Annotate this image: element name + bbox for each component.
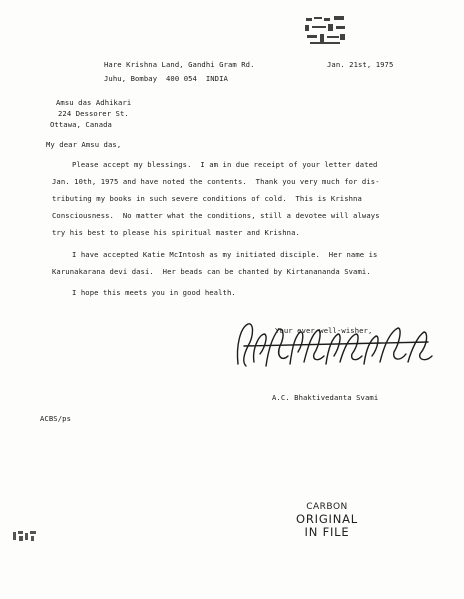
letter-date: Jan. 21st, 1975	[327, 60, 394, 69]
body-line: Karunakarana devi dasi. Her beads can be chanted by Kirtanananda Svami.	[52, 267, 371, 276]
stamp-line-original: ORIGINAL	[295, 512, 358, 526]
carbon-original-stamp	[282, 502, 372, 539]
stamp-line-carbon: CARBON	[306, 502, 348, 512]
closing: Your ever well-wisher,	[275, 326, 373, 335]
recipient-street: 224 Dessorer St.	[58, 109, 129, 118]
sender-address-line2: Juhu, Bombay 400 054 INDIA	[104, 74, 228, 83]
signer-name: A.C. Bhaktivedanta Svami	[272, 393, 379, 402]
stamp-line-in-file: IN FILE	[304, 525, 350, 539]
body-line: I have accepted Katie McIntosh as my initiated disciple. Her name is	[72, 250, 378, 259]
reference-initials: ACBS/ps	[40, 414, 71, 423]
body-line: Consciousness. No matter what the conditions, still a devotee will always	[52, 211, 380, 220]
salutation: My dear Amsu das,	[46, 140, 122, 149]
recipient-name: Amsu das Adhikari	[56, 98, 132, 107]
recipient-city: Ottawa, Canada	[50, 120, 112, 129]
body-line: try his best to please his spiritual master and Krishna.	[52, 228, 300, 237]
handwritten-signature	[232, 316, 437, 374]
body-line: tributing my books in such severe conditions of cold. This is Krishna	[52, 194, 362, 203]
top-stamp-mark	[304, 14, 348, 48]
body-line: Please accept my blessings. I am in due receipt of your letter dated	[72, 160, 378, 169]
body-line: Jan. 10th, 1975 and have noted the contents. Thank you very much for dis-	[52, 177, 380, 186]
left-stamp-mark	[12, 530, 38, 542]
sender-address-line1: Hare Krishna Land, Gandhi Gram Rd.	[104, 60, 255, 69]
body-line: I hope this meets you in good health.	[72, 288, 236, 297]
